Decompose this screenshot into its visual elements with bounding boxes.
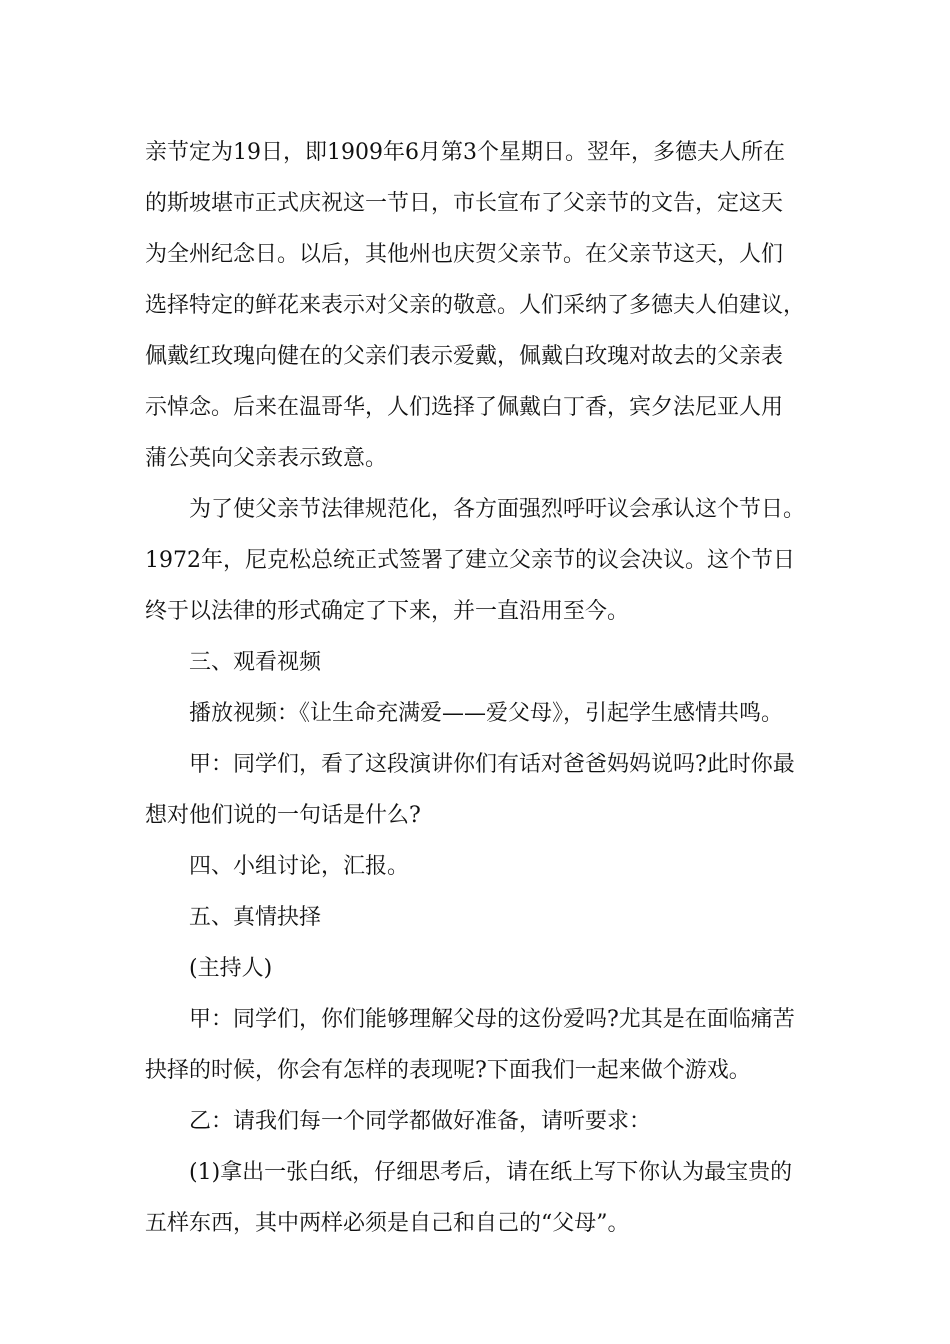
text-line: 1972年，尼克松总统正式签署了建立父亲节的议会决议。这个节日: [145, 548, 795, 573]
paragraph-section-five-heading: [145, 892, 845, 943]
paragraph-host-a-game: [145, 994, 845, 1096]
text-line: (1)拿出一张白纸，仔细思考后，请在纸上写下你认为最宝贵的: [189, 1160, 793, 1185]
paragraph-host-a-question: [145, 739, 845, 841]
text-line: 五样东西，其中两样必须是自己和自己的“父母”。: [145, 1211, 630, 1236]
paragraph-origin-continued: [145, 127, 845, 484]
text-line: 甲：同学们，看了这段演讲你们有话对爸爸妈妈说吗?此时你最: [189, 752, 795, 777]
text-line: 抉择的时候，你会有怎样的表现呢?下面我们一起来做个游戏。: [145, 1058, 751, 1083]
text-line: 五、真情抉择: [189, 905, 322, 930]
paragraph-host-b-request: [145, 1096, 845, 1147]
paragraph-step-one: [145, 1147, 845, 1249]
document-body: [145, 127, 845, 1249]
text-line: 为全州纪念日。以后，其他州也庆贺父亲节。在父亲节这天，人们: [145, 242, 784, 267]
text-line: 蒲公英向父亲表示致意。: [145, 446, 388, 471]
text-line: (主持人): [189, 956, 273, 981]
text-line: 四、小组讨论，汇报。: [189, 854, 410, 879]
text-line: 甲：同学们，你们能够理解父母的这份爱吗?尤其是在面临痛苦: [189, 1007, 795, 1032]
text-line: 三、观看视频: [189, 650, 322, 675]
text-line: 亲节定为19日，即1909年6月第3个星期日。翌年，多德夫人所在: [145, 140, 785, 165]
text-line: 播放视频：《让生命充满爱——爱父母》，引起学生感情共鸣。: [189, 701, 784, 726]
text-line: 的斯坡堪市正式庆祝这一节日，市长宣布了父亲节的文告，定这天: [145, 191, 784, 216]
paragraph-legalization: [145, 484, 845, 637]
paragraph-play-video: [145, 688, 845, 739]
paragraph-section-three-heading: [145, 637, 845, 688]
text-line: 终于以法律的形式确定了下来，并一直沿用至今。: [145, 599, 630, 624]
paragraph-section-four-heading: [145, 841, 845, 892]
paragraph-host-label: [145, 943, 845, 994]
text-line: 乙：请我们每一个同学都做好准备，请听要求：: [189, 1109, 652, 1134]
text-line: 为了使父亲节法律规范化，各方面强烈呼吁议会承认这个节日。: [189, 497, 806, 522]
text-line: 想对他们说的一句话是什么?: [145, 803, 421, 828]
text-line: 示悼念。后来在温哥华，人们选择了佩戴白丁香，宾夕法尼亚人用: [145, 395, 784, 420]
text-line: 选择特定的鲜花来表示对父亲的敬意。人们采纳了多德夫人伯建议，: [145, 293, 806, 318]
text-line: 佩戴红玫瑰向健在的父亲们表示爱戴，佩戴白玫瑰对故去的父亲表: [145, 344, 784, 369]
